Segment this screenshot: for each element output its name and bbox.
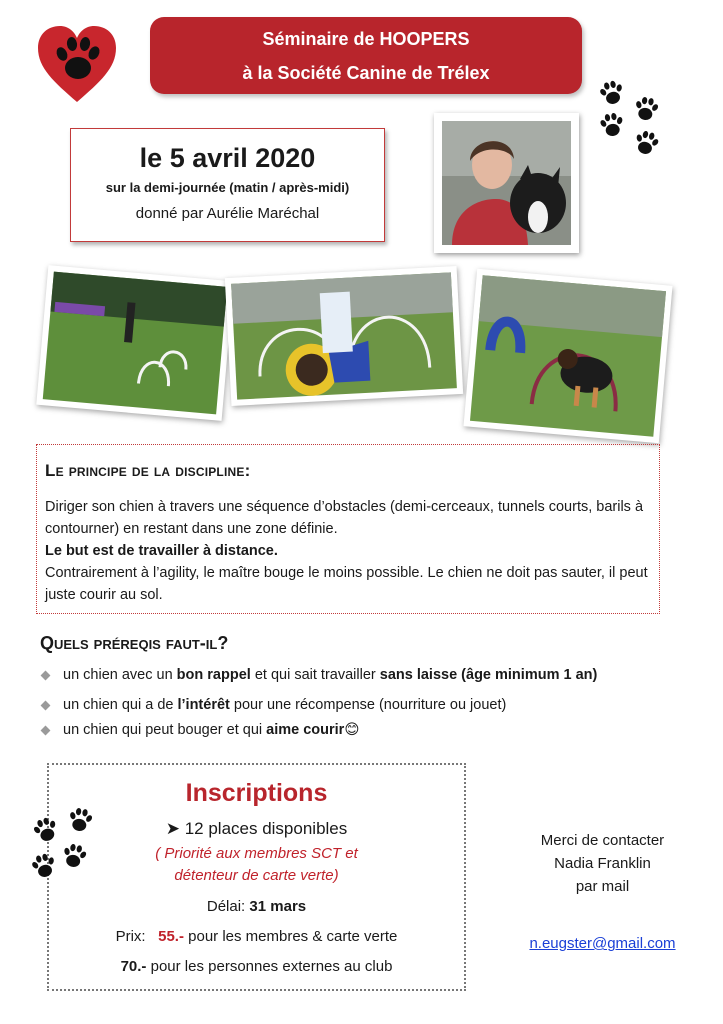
places-available: ➤ 12 places disponibles xyxy=(165,819,348,838)
priority-note-1: ( Priorité aux membres SCT et xyxy=(155,845,358,862)
priority-note-2: détenteur de carte verte) xyxy=(174,867,339,884)
paw-prints-icon xyxy=(598,76,664,160)
prereq-text: un chien avec un xyxy=(63,667,177,683)
prereq-emphasis: bon rappel xyxy=(176,667,251,683)
event-date-box xyxy=(70,128,385,242)
price-external-text: pour les personnes externes au club xyxy=(146,958,393,975)
bullet-diamond-icon xyxy=(41,700,51,710)
principle-paragraph-2: Contrairement à l’agility, le maître bouge le moins possible. Le chien ne doit pas sauter, il peut juste courir au sol. xyxy=(45,565,648,603)
deadline-value: 31 mars xyxy=(249,898,307,915)
principle-title: Le principe de la discipline: xyxy=(45,461,251,480)
prereq-text: un chien qui a de xyxy=(63,697,178,713)
contact-line-3: par mail xyxy=(575,878,630,895)
principle-goal: Le but est de travailler à distance. xyxy=(45,543,278,559)
price-external xyxy=(49,958,464,975)
bullet-diamond-icon xyxy=(41,670,51,680)
inscriptions-title: Inscriptions xyxy=(185,779,328,807)
instructor-photo xyxy=(434,113,579,253)
prereq-emphasis: sans laisse (âge minimum 1 an) xyxy=(379,667,598,683)
principle-body xyxy=(45,496,657,606)
prereq-text: et qui sait travailler xyxy=(250,667,380,683)
price-label: Prix: xyxy=(115,928,159,945)
event-instructor: donné par Aurélie Maréchal xyxy=(135,205,320,222)
contact-email-link[interactable]: n.eugster@gmail.com xyxy=(529,935,676,952)
prereq-emphasis: aime courir xyxy=(266,722,345,738)
contact-block xyxy=(505,829,700,898)
bullet-diamond-icon xyxy=(41,725,51,735)
paw-prints-icon xyxy=(28,805,98,885)
hoopers-photo-2 xyxy=(225,266,463,406)
smiley-icon: 😊 xyxy=(344,722,360,738)
inscriptions-box xyxy=(47,763,466,991)
price-members-text: pour les membres & carte verte xyxy=(183,928,398,945)
event-date: le 5 avril 2020 xyxy=(139,143,316,173)
header-banner xyxy=(150,17,582,94)
prereq-text: un chien qui peut bouger et qui xyxy=(63,722,267,738)
prereq-title: Quels préreqis faut-il? xyxy=(40,633,229,653)
price-external-value: 70.- xyxy=(120,958,147,975)
prereq-item-1 xyxy=(40,667,597,683)
contact-line-1: Merci de contacter xyxy=(540,832,665,849)
contact-name: Nadia Franklin xyxy=(554,855,651,872)
header-line-2: à la Société Canine de Trélex xyxy=(242,62,490,83)
prereq-text: pour une récompense (nourriture ou jouet) xyxy=(229,697,507,713)
hoopers-photo-3 xyxy=(463,269,672,443)
header-line-1: Séminaire de HOOPERS xyxy=(262,28,470,49)
principle-paragraph-1: Diriger son chien à travers une séquence d’obstacles (demi-cerceaux, tunnels courts, barils à contourner) en restant dans une zone définie. xyxy=(45,499,644,537)
price-members xyxy=(49,928,464,945)
principle-box xyxy=(36,444,660,614)
price-members-value: 55.- xyxy=(158,928,184,945)
hoopers-photo-1 xyxy=(36,265,233,421)
heart-paw-logo xyxy=(34,16,120,108)
prereq-item-3 xyxy=(40,722,359,738)
prereq-emphasis: l’intérêt xyxy=(177,697,230,713)
prereq-item-2 xyxy=(40,697,506,713)
deadline xyxy=(49,898,464,915)
event-session: sur la demi-journée (matin / après-midi) xyxy=(105,180,350,195)
deadline-label: Délai: xyxy=(206,898,250,915)
